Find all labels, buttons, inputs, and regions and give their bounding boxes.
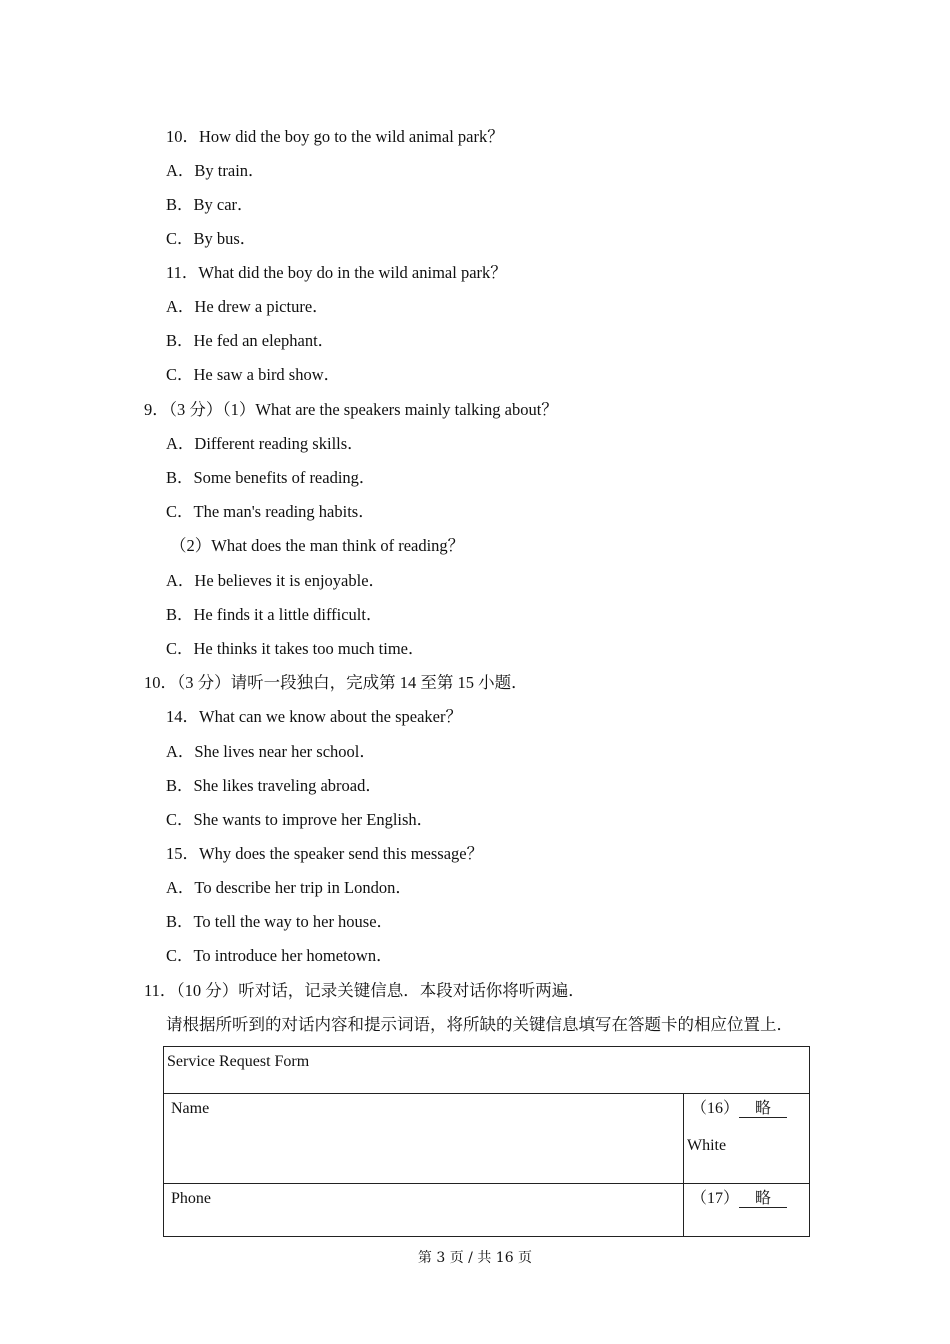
blank-17[interactable]: 略 xyxy=(739,1191,787,1208)
service-request-form xyxy=(163,1046,810,1237)
page-footer: 第 3 页 / 共 16 页 xyxy=(417,1250,533,1266)
form-title: Service Request Form xyxy=(164,1047,810,1094)
option-c: C．By bus． xyxy=(166,229,257,248)
question-10: 10．How did the boy go to the wild animal park？ xyxy=(166,127,504,146)
option-a: A．Different reading skills． xyxy=(166,434,364,453)
option-a: A．He drew a picture． xyxy=(166,297,329,316)
option-a: A．He believes it is enjoyable． xyxy=(166,571,386,590)
option-a: A．She lives near her school． xyxy=(166,742,376,761)
option-c: C．He saw a bird show． xyxy=(166,365,341,384)
blank-16[interactable]: 略 xyxy=(739,1101,787,1118)
option-b: B．He fed an elephant． xyxy=(166,331,335,350)
option-c: C．She wants to improve her English． xyxy=(166,810,434,829)
question-14: 14．What can we know about the speaker？ xyxy=(166,707,462,726)
option-b: B．She likes traveling abroad． xyxy=(166,776,382,795)
blank-number-17: （17） xyxy=(691,1190,740,1207)
option-c: C．He thinks it takes too much time． xyxy=(166,639,425,658)
question-15: 15．Why does the speaker send this message？ xyxy=(166,844,484,863)
option-b: B．To tell the way to her house． xyxy=(166,912,394,931)
option-c: C．The man's reading habits． xyxy=(166,502,375,521)
question-section-11: 11．（10 分）听对话，记录关键信息．本段对话你将听两遍． xyxy=(144,981,585,1000)
option-b: B．He finds it a little difficult． xyxy=(166,605,383,624)
form-title-row xyxy=(164,1047,810,1094)
option-b: B．By car． xyxy=(166,195,254,214)
phone-answer-cell xyxy=(684,1184,810,1237)
question-section-10: 10．（3 分）请听一段独白，完成第 14 至第 15 小题． xyxy=(144,673,528,692)
name-label: Name xyxy=(164,1094,684,1184)
option-b: B．Some benefits of reading． xyxy=(166,468,376,487)
form-phone-row xyxy=(164,1184,810,1237)
name-value: White xyxy=(687,1137,727,1154)
form-name-row xyxy=(164,1094,810,1184)
phone-label: Phone xyxy=(164,1184,684,1237)
question-9: 9．（3 分）（1）What are the speakers mainly talking about？ xyxy=(144,400,558,419)
option-c: C．To introduce her hometown． xyxy=(166,946,393,965)
option-a: A．To describe her trip in London． xyxy=(166,878,412,897)
sub-question-2: （2）What does the man think of reading？ xyxy=(170,536,465,555)
option-a: A．By train． xyxy=(166,161,265,180)
question-11: 11．What did the boy do in the wild animal park？ xyxy=(166,263,507,282)
name-answer-cell xyxy=(684,1094,810,1184)
instruction: 请根据所听到的对话内容和提示词语，将所缺的关键信息填写在答题卡的相应位置上． xyxy=(166,1015,793,1034)
blank-number-16: （16） xyxy=(691,1100,740,1117)
